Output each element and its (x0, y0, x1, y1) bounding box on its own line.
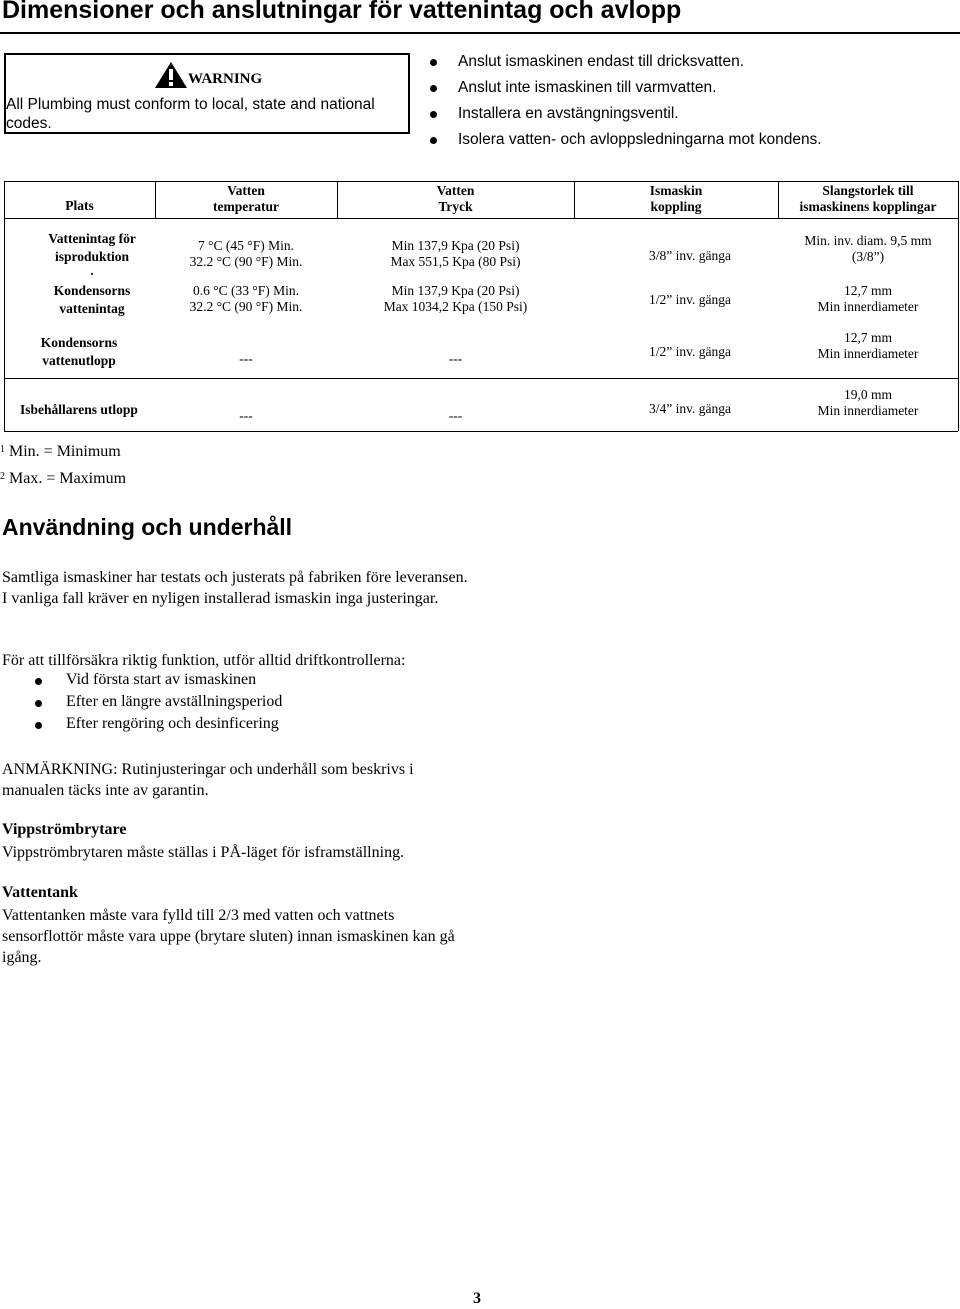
header-plats: Plats (65, 198, 94, 213)
footnotes (0, 438, 126, 492)
cell-koppling-kondensor-intag: 1/2” inv. gänga (649, 292, 731, 307)
bullet-icon (430, 111, 437, 118)
bullet-icon (430, 137, 437, 144)
cell-plats-kondensor-utlopp: Kondensorns vattenutlopp (40, 335, 118, 368)
cell-tryck-kondensor-intag: Min 137,9 Kpa (20 Psi) Max 1034,2 Kpa (150 Psi) (383, 283, 528, 314)
cell-tryck-kondensor-utlopp: --- (448, 351, 463, 366)
bullet-icon (35, 700, 42, 707)
cell-temp-isbehallare: --- (239, 408, 253, 423)
operation-check-list (2, 671, 282, 737)
bullet-icon (35, 678, 42, 685)
switch-text: Vippströmbrytaren måste ställas i PÅ-läget för isframställning. (2, 844, 405, 861)
cell-slang-kondensor-intag: 12,7 mm Min innerdiameter (817, 283, 919, 314)
cell-slang-kondensor-utlopp: 12,7 mm Min innerdiameter (817, 330, 919, 361)
cell-slang-isbehallare: 19,0 mm Min innerdiameter (817, 387, 919, 418)
bullet-icon (430, 85, 437, 92)
cell-plats-kondensor-intag: Kondensorns vattenintag (53, 283, 131, 316)
warning-text: All Plumbing must conform to local, state and national codes. (6, 96, 375, 132)
header-temperatur: Vatten temperatur (213, 183, 279, 214)
switch-heading: Vippströmbrytare (2, 821, 127, 838)
section-title: Användning och underhåll (2, 514, 293, 540)
list-item: Efter rengöring och desinficering (2, 715, 282, 737)
checks-intro: För att tillförsäkra riktig funktion, utför alltid driftkontrollerna: (2, 652, 406, 669)
cell-temp-kondensor-intag: 0.6 °C (33 °F) Min. 32.2 °C (90 °F) Min. (189, 283, 303, 314)
header-tryck: Vatten Tryck (436, 183, 475, 214)
page-number: 3 (473, 1290, 481, 1307)
cell-plats-isproduktion: Vattenintag för isproduktion . (48, 231, 136, 278)
footnote: $^2$ Max. = Maximum (0, 470, 127, 487)
warning-header (154, 61, 262, 89)
bullet-icon (35, 722, 42, 729)
cell-koppling-kondensor-utlopp: 1/2” inv. gänga (649, 344, 731, 359)
page-title: Dimensioner och anslutningar för vattenintag och avlopp (2, 0, 682, 24)
tank-text: Vattentanken måste vara fylld till 2/3 med vatten och vattnets sensorflottör måste vara uppe (brytare sluten) innan ismaskinen kan gå igång. (2, 907, 455, 966)
cell-plats-isbehallare: Isbehållarens utlopp (20, 402, 138, 417)
table-rule (4, 218, 958, 219)
list-item: Anslut ismaskinen endast till dricksvatten. (430, 53, 822, 79)
cell-koppling-isproduktion: 3/8” inv. gänga (649, 248, 731, 263)
list-item: Installera en avstängningsventil. (430, 105, 822, 131)
cell-temp-isproduktion: 7 °C (45 °F) Min. 32.2 °C (90 °F) Min. (189, 238, 303, 269)
list-item: Vid första start av ismaskinen (2, 671, 282, 693)
footnote: $^1$ Min. = Minimum (0, 443, 121, 460)
warning-label: WARNING (188, 70, 263, 87)
header-slangstorlek: Slangstorlek till ismaskinens kopplingar (799, 183, 937, 214)
cell-tryck-isproduktion: Min 137,9 Kpa (20 Psi) Max 551,5 Kpa (80 Psi) (390, 238, 521, 269)
table-rule (4, 378, 958, 379)
table-rule (958, 181, 959, 431)
intro-paragraph: Samtliga ismaskiner har testats och justerats på fabriken före leveransen. I vanliga fall kräver en nyligen installerad ismaskin inga justeringar. (2, 569, 468, 607)
header-koppling: Ismaskin koppling (649, 183, 703, 214)
list-item: Anslut inte ismaskinen till varmvatten. (430, 79, 822, 105)
warning-triangle-icon (154, 61, 188, 89)
warranty-note: ANMÄRKNING: Rutinjusteringar och underhåll som beskrivs i manualen täcks inte av garantin. (2, 761, 414, 799)
warning-box (4, 53, 410, 134)
list-item: Efter en längre avställningsperiod (2, 693, 282, 715)
cell-slang-isproduktion: Min. inv. diam. 9,5 mm (3/8”) (804, 233, 932, 264)
cell-temp-kondensor-utlopp: --- (239, 351, 253, 366)
tank-heading: Vattentank (2, 884, 78, 901)
table-rule (4, 181, 958, 182)
bullet-icon (430, 59, 437, 66)
cell-tryck-isbehallare: --- (448, 408, 463, 423)
plumbing-requirements-list (430, 53, 822, 157)
table-rule (4, 431, 958, 432)
title-divider (0, 32, 960, 34)
cell-koppling-isbehallare: 3/4” inv. gänga (649, 401, 731, 416)
list-item: Isolera vatten- och avloppsledningarna mot kondens. (430, 131, 822, 157)
